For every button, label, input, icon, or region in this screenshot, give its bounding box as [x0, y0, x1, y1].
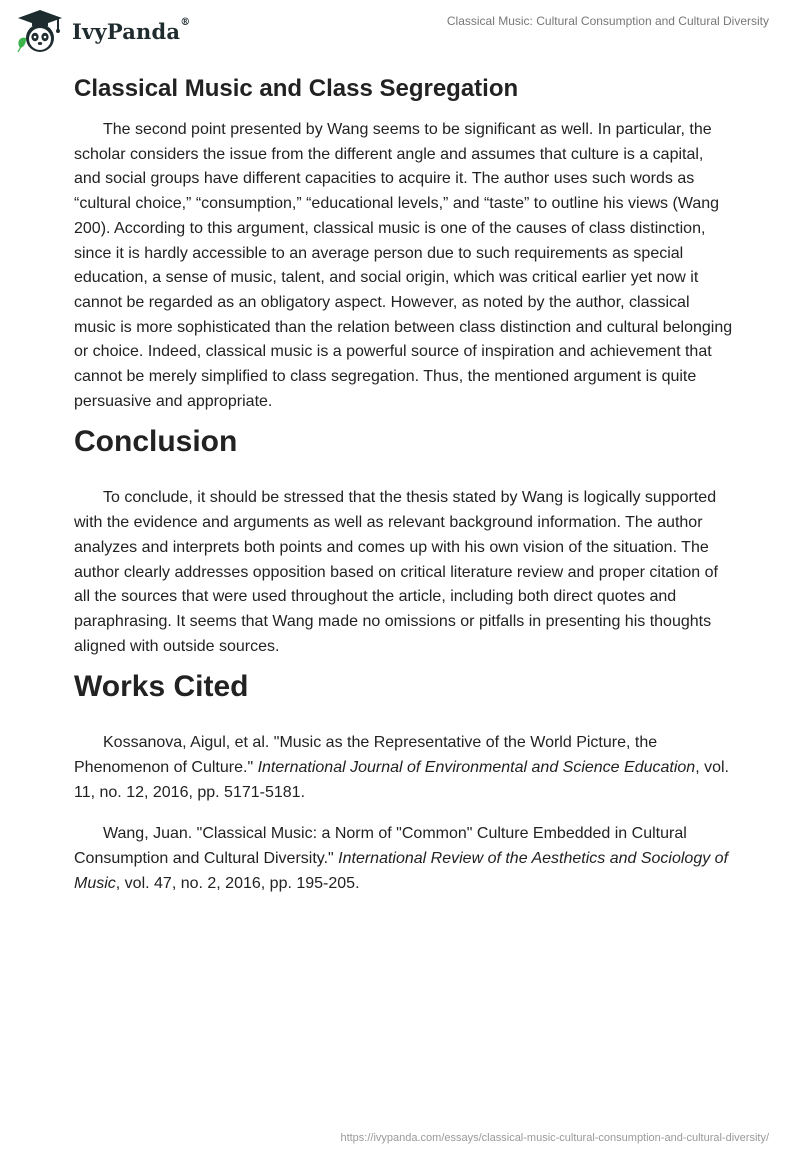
section-heading-works-cited: Works Cited: [74, 670, 249, 704]
citation-journal: International Journal of Environmental and Science Education: [257, 759, 696, 777]
paragraph-conclusion: To conclude, it should be stressed that the thesis stated by Wang is logically supported with the evidence and arguments as well as relevant background information. The author analyzes and interprets both points and comes up with his own vision of the situation. The author clearly addresses opposition based on critical literature review and proper citation of all the sources that were used throughout the article, including both direct quotes and paraphrasing. It seems that Wang made no omissions or pitfalls in presenting his thoughts aligned with outside sources.: [74, 489, 718, 655]
source-url-link[interactable]: https://ivypanda.com/essays/classical-music-cultural-consumption-and-cultural-diversity/: [340, 1132, 769, 1144]
citation-entry: [74, 731, 734, 805]
citation-text: Kossanova, Aigul, et al. "Music as the Representative of the World Picture, the Phenomenon of Culture.": [74, 734, 658, 777]
citation-entry: [74, 822, 734, 896]
ivypanda-logo[interactable]: [14, 6, 190, 56]
citation-details: , vol. 47, no. 2, 2016, pp. 195-205.: [115, 874, 360, 892]
section-heading-class-segregation: Classical Music and Class Segregation: [74, 75, 519, 102]
citation-text: Wang, Juan. "Classical Music: a Norm of "Common" Culture Embedded in Cultural Consumption and Cultural Diversity.": [74, 825, 687, 868]
logo-text: IvyPanda®: [72, 16, 191, 44]
panda-logo-icon: [14, 8, 66, 54]
paragraph-class-segregation: The second point presented by Wang seems to be significant as well. In particular, the scholar considers the issue from the different angle and assumes that culture is a capital, and social groups have different capacities to acquire it. The author uses such words as “cultural choice,” “consumption,” “educational levels,” and “taste” to outline his views (Wang 200). According to this argument, classical music is one of the causes of class distinction, since it is hardly accessible to an average person due to such requirements as special education, a sense of music, talent, and social origin, which was critical earlier yet now it cannot be regarded as an obligatory aspect. However, as noted by the author, classical music is more sophisticated than the relation between class distinction and cultural belonging or choice. Indeed, classical music is a powerful source of inspiration and achievement that cannot be merely simplified to class segregation. Thus, the mentioned argument is quite persuasive and appropriate.: [74, 121, 733, 410]
citation-journal: International Review of the Aesthetics and Sociology of Music: [74, 850, 729, 892]
citation-details: , vol. 11, no. 12, 2016, pp. 5171-5181.: [74, 759, 729, 801]
section-heading-conclusion: Conclusion: [74, 425, 238, 459]
page-header: [0, 0, 800, 60]
document-title: Classical Music: Cultural Consumption and Cultural Diversity: [446, 14, 769, 28]
essay-content: [74, 70, 734, 897]
